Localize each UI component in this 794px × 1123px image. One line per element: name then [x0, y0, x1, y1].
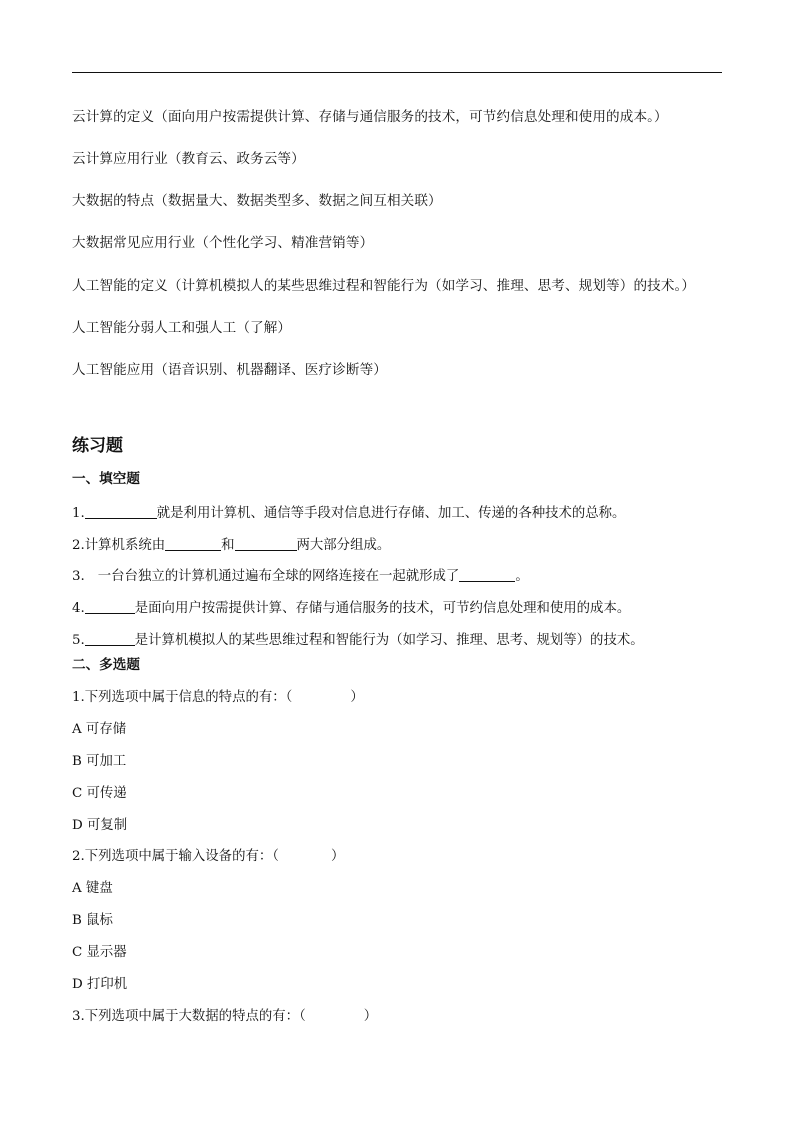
- question-text: 就是利用计算机、通信等手段对信息进行存储、加工、传递的各种技术的总称。: [156, 506, 626, 521]
- question-text: 3.下列选项中属于大数据的特点的有：（: [72, 1009, 306, 1024]
- note-ai-types: 人工智能分弱人工和强人工（了解）: [72, 320, 292, 336]
- question-text: 1.下列选项中属于信息的特点的有：（: [72, 690, 293, 705]
- answer-blank[interactable]: [85, 631, 135, 646]
- mc-question-1-stem: [72, 689, 364, 707]
- note-cloud-definition: 云计算的定义（面向用户按需提供计算、存储与通信服务的技术，可节约信息处理和使用的成本。）: [72, 109, 668, 125]
- header-rule: [72, 72, 722, 73]
- question-text: 两大部分组成。: [296, 538, 391, 553]
- answer-blank[interactable]: [235, 536, 297, 551]
- question-text: 是面向用户按需提供计算、存储与通信服务的技术，可节约信息处理和使用的成本。: [134, 601, 631, 616]
- question-text: 。: [515, 569, 529, 584]
- question-text: 一台台独立的计算机通过遍布全球的网络连接在一起就形成了: [97, 569, 460, 584]
- fill-question-3: [72, 567, 529, 586]
- question-number: 5.: [72, 633, 85, 648]
- fill-question-4: [72, 599, 630, 618]
- question-text: 是计算机模拟人的某些思维过程和智能行为（如学习、推理、思考、规划等）的技术。: [134, 633, 644, 648]
- fill-question-5: [72, 631, 644, 650]
- answer-blank[interactable]: [459, 567, 515, 582]
- mc-q2-option-b: B 鼠标: [72, 913, 113, 928]
- mc-question-3-stem: [72, 1008, 377, 1026]
- mc-q2-option-a: A 键盘: [72, 881, 113, 896]
- mc-q2-option-c: C 显示器: [72, 945, 127, 960]
- mc-q2-option-d: D 打印机: [72, 977, 128, 992]
- section-multiple-choice-title: 二、多选题: [72, 657, 140, 673]
- question-text: 2.计算机系统由: [72, 538, 166, 553]
- fill-question-1: [72, 504, 625, 523]
- note-bigdata-industries: 大数据常见应用行业（个性化学习、精准营销等）: [72, 235, 374, 251]
- mc-q1-option-d: D 可复制: [72, 818, 128, 833]
- note-bigdata-features: 大数据的特点（数据量大、数据类型多、数据之间互相关联）: [72, 193, 442, 209]
- question-text: 2.下列选项中属于输入设备的有：（: [72, 849, 279, 864]
- question-number: 4.: [72, 601, 85, 616]
- answer-blank[interactable]: [165, 536, 221, 551]
- question-number: 3.: [72, 569, 85, 584]
- question-number: 1.: [72, 506, 85, 521]
- note-cloud-industries: 云计算应用行业（教育云、政务云等）: [72, 151, 305, 167]
- mc-question-2-stem: [72, 848, 344, 866]
- exercise-title: 练习题: [72, 436, 123, 456]
- question-text: ）: [350, 690, 364, 705]
- note-ai-definition: 人工智能的定义（计算机模拟人的某些思维过程和智能行为（如学习、推理、思考、规划等）的技术。）: [72, 278, 696, 294]
- mc-q1-option-b: B 可加工: [72, 754, 127, 769]
- answer-blank[interactable]: [85, 504, 157, 519]
- fill-question-2: [72, 536, 390, 555]
- question-text: ）: [363, 1009, 378, 1024]
- question-text: 和: [221, 538, 235, 553]
- answer-blank[interactable]: [85, 599, 135, 614]
- question-text: ）: [330, 849, 345, 864]
- note-ai-applications: 人工智能应用（语音识别、机器翻译、医疗诊断等）: [72, 362, 387, 378]
- section-fill-blank-title: 一、填空题: [72, 471, 140, 487]
- mc-q1-option-a: A 可存储: [72, 722, 127, 737]
- mc-q1-option-c: C 可传递: [72, 786, 127, 801]
